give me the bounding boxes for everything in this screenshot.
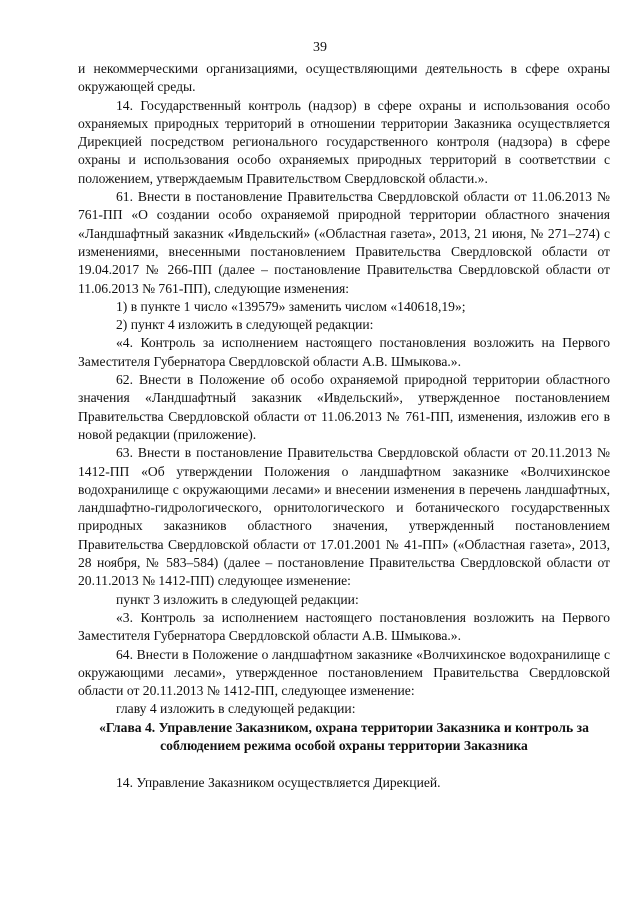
paragraph-item-62: 62. Внести в Положение об особо охраняемой природной территории областного значения «Ландшафтный заказник «Ивдельский», утвержденное постановлением Правительства Свердловской области от 11.06.2013 № 761-ПП, изменения, изложив его в новой редакции (приложение). xyxy=(78,372,610,442)
paragraph-item-14: 14. Государственный контроль (надзор) в сфере охраны и использования особо охраняемых природных территорий в отношении территории Заказника осуществляется Дирекцией посредством регионального государственного контроля (надзора) в сфере охраны и использования особо охраняемых природных территорий в соответствии с положением, утверждаемым Правительством Свердловской области.». xyxy=(78,97,610,186)
paragraph-subitem-2: 2) пункт 4 изложить в следующей редакции: xyxy=(116,317,374,333)
paragraph-final-14: 14. Управление Заказником осуществляется Дирекцией. xyxy=(116,775,441,791)
chapter-4-heading: «Глава 4. Управление Заказником, охрана территории Заказника и контроль за соблюдением режима особой охраны территории Заказника xyxy=(99,719,589,753)
paragraph-item-63: 63. Внести в постановление Правительства Свердловской области от 20.11.2013 № 1412-ПП «Об утверждении Положения о ландшафтном заказнике «Волчихинское водохранилище с окружающими лесами» и внесении изменения в перечень ландшафтных, ландшафтно-гидрологического, орнитологического и ботанического государственных природных заказников областного значения, утвержденный постановлением Правительства Свердловской области от 17.01.2001 № 41-ПП» («Областная газета», 2013, 28 ноября, № 583–584) (далее – постановление Правительства Свердловской области от 20.11.2013 № 1412-ПП) следующее изменение: xyxy=(78,445,610,589)
paragraph-point-3-intro: пункт 3 изложить в следующей редакции: xyxy=(116,591,359,607)
paragraph-item-64: 64. Внести в Положение о ландшафтном заказнике «Волчихинское водохранилище с окружающими лесами», утвержденное постановлением Правительства Свердловской области от 20.11.2013 № 1412-ПП, следующее изменение: xyxy=(78,646,610,699)
paragraph-item-61: 61. Внести в постановление Правительства Свердловской области от 11.06.2013 № 761-ПП «О создании особо охраняемой природной территории областного значения «Ландшафтный заказник «Ивдельский» («Областная газета», 2013, 21 июня, № 271–274) с изменениями, внесенными постановлением Правительства Свердловской области от 19.04.2017 № 266-ПП (далее – постановление Правительства Свердловской области от 11.06.2013 № 761-ПП), следующие изменения: xyxy=(78,189,610,296)
page-number: 39 xyxy=(313,40,327,55)
paragraph-chapter-4-intro: главу 4 изложить в следующей редакции: xyxy=(116,701,356,717)
paragraph-quote-4: «4. Контроль за исполнением настоящего постановления возложить на Первого Заместителя Губернатора Свердловской области А.В. Шмыкова.». xyxy=(78,335,610,369)
paragraph-continuation: и некоммерческими организациями, осуществляющими деятельность в сфере охраны окружающей среды. xyxy=(78,61,610,95)
paragraph-subitem-1: 1) в пункте 1 число «139579» заменить числом «140618,19»; xyxy=(116,298,466,314)
paragraph-quote-3: «3. Контроль за исполнением настоящего постановления возложить на Первого Заместителя Губернатора Свердловской области А.В. Шмыкова.». xyxy=(78,609,610,644)
document-body xyxy=(78,60,610,793)
